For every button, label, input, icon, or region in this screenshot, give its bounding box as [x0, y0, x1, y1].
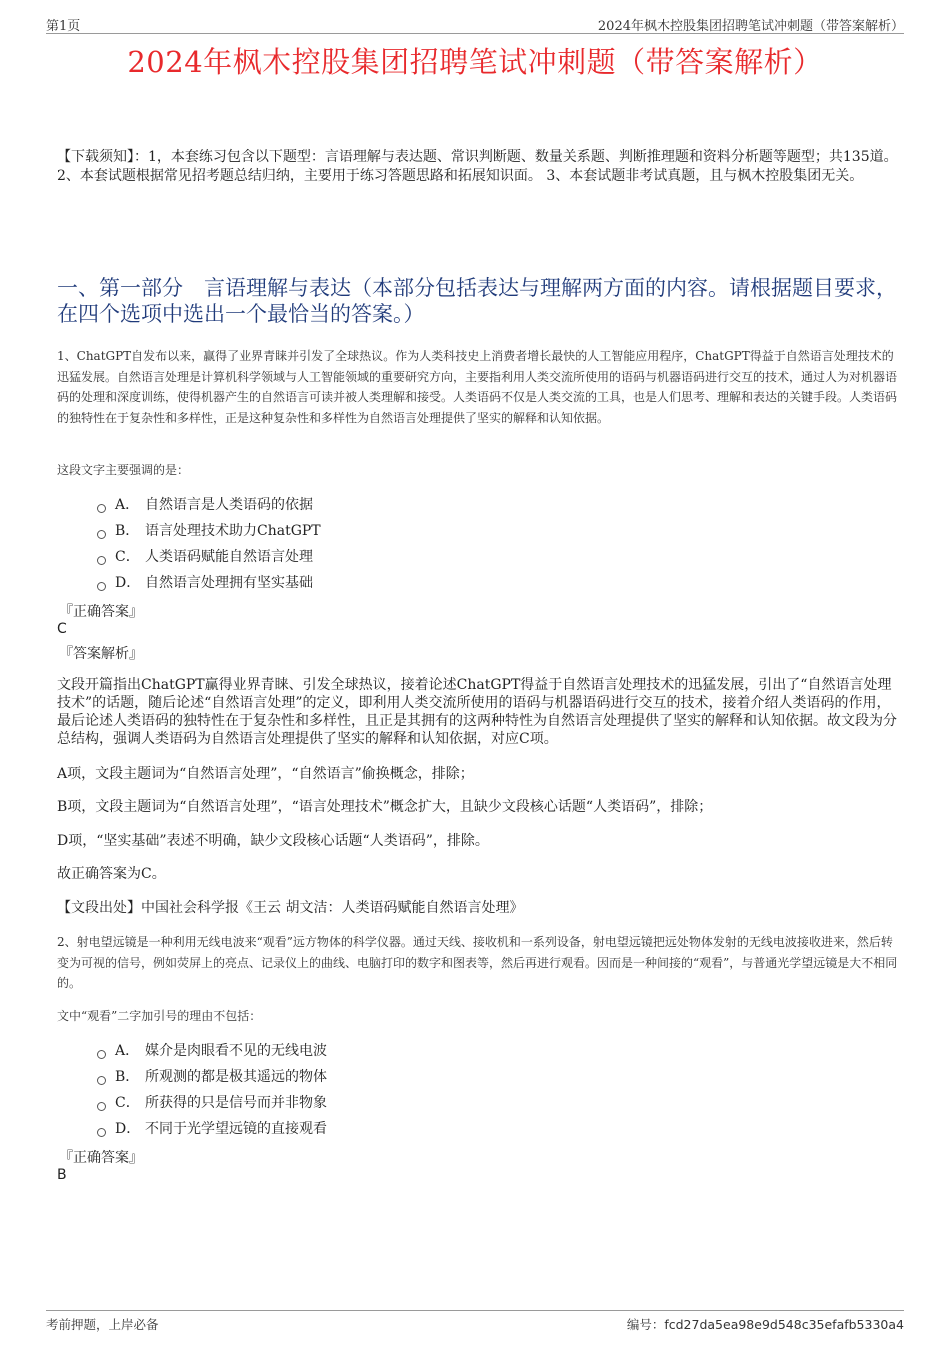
analysis-option-b: B项，文段主题词为“自然语言处理”，“语言处理技术”概念扩大，且缺少文段核心话题“人类语码”，排除；	[57, 799, 713, 815]
question-2-text: 2、射电望远镜是一种利用无线电波来“观看”远方物体的科学仪器。通过天线、接收机和一系列设备，射电望远镜把远处物体发射的无线电波接收进来，然后转变为可视的信号，例如荧屏上的亮点、记录仪上的曲线、电脑打印的数字和图表等，然后再进行观看。因而是一种间接的“观看”，与普通光学望远镜是大不相同的。	[57, 935, 898, 990]
answer-label: 『正确答案』	[59, 1150, 143, 1166]
answer-label: 『正确答案』	[59, 604, 143, 620]
option-a[interactable]: A． 自然语言是人类语码的依据	[97, 492, 321, 518]
radio-icon[interactable]	[97, 1128, 106, 1137]
option-d[interactable]: D． 不同于光学望远镜的直接观看	[97, 1116, 327, 1142]
question-1-stem: 这段文字主要强调的是：	[57, 463, 190, 477]
footer-code: 编号：fcd27da5ea98e9d548c35efafb5330a4	[626, 1317, 904, 1332]
header-doc-title: 2024年枫木控股集团招聘笔试冲刺题（带答案解析）	[597, 19, 904, 34]
radio-icon[interactable]	[97, 1102, 106, 1111]
radio-icon[interactable]	[97, 504, 106, 513]
document-title: 2024年枫木控股集团招聘笔试冲刺题（带答案解析）	[127, 45, 823, 79]
page-footer	[46, 1310, 904, 1332]
radio-icon[interactable]	[97, 1076, 106, 1085]
answer-value: B	[57, 1167, 67, 1183]
option-d[interactable]: D． 自然语言处理拥有坚实基础	[97, 570, 321, 596]
radio-icon[interactable]	[97, 582, 106, 591]
footer-slogan: 考前押题，上岸必备	[46, 1317, 159, 1332]
analysis-label: 『答案解析』	[59, 646, 143, 662]
answer-value: C	[57, 621, 67, 637]
option-c[interactable]: C． 所获得的只是信号而并非物象	[97, 1090, 327, 1116]
analysis-option-a: A项，文段主题词为“自然语言处理”，“自然语言”偷换概念，排除；	[57, 766, 474, 782]
radio-icon[interactable]	[97, 1050, 106, 1059]
option-b[interactable]: B． 所观测的都是极其遥远的物体	[97, 1064, 327, 1090]
question-1-options	[97, 492, 321, 596]
question-2-options	[97, 1038, 327, 1142]
download-notice: 【下载须知】：1，本套练习包含以下题型：言语理解与表达题、常识判断题、数量关系题、判断推理题和资料分析题等题型；共135道。 2、本套试题根据常见招考题总结归纳，主要用于练习答题思路和拓展知识面。 3、本套试题非考试真题，且与枫木控股集团无关。	[57, 149, 898, 184]
analysis-option-d: D项，“坚实基础”表述不明确，缺少文段核心话题“人类语码”，排除。	[57, 833, 489, 849]
option-b[interactable]: B． 语言处理技术助力ChatGPT	[97, 518, 321, 544]
analysis-source: 【文段出处】中国社会科学报《王云 胡文洁：人类语码赋能自然语言处理》	[57, 900, 524, 916]
option-a[interactable]: A． 媒介是肉眼看不见的无线电波	[97, 1038, 327, 1064]
radio-icon[interactable]	[97, 530, 106, 539]
question-2-stem: 文中“观看”二字加引号的理由不包括：	[57, 1009, 262, 1023]
radio-icon[interactable]	[97, 556, 106, 565]
analysis-paragraph: 文段开篇指出ChatGPT赢得业界青睐、引发全球热议，接着论述ChatGPT得益于自然语言处理技术的迅猛发展，引出了“自然语言处理技术”的话题，随后论述“自然语言处理”的定义，即利用人类交流所使用的语码与机器语码进行交互的技术，接着介绍人类语码的作用，最后论述人类语码的独特性在于复杂性和多样性，且正是其拥有的这两种特性为自然语言处理提供了坚实的解释和认知依据。故文段为分总结构，强调人类语码为自然语言处理提供了坚实的解释和认知依据，对应C项。	[57, 677, 897, 747]
option-c[interactable]: C． 人类语码赋能自然语言处理	[97, 544, 321, 570]
page-number: 第1页	[46, 19, 81, 34]
analysis-conclusion: 故正确答案为C。	[57, 866, 166, 882]
section-title: 一、第一部分 言语理解与表达（本部分包括表达与理解两方面的内容。请根据题目要求，在四个选项中选出一个最恰当的答案。）	[57, 276, 897, 326]
page-header	[46, 13, 904, 34]
question-1-text: 1、ChatGPT自发布以来，赢得了业界青睐并引发了全球热议。作为人类科技史上消费者增长最快的人工智能应用程序，ChatGPT得益于自然语言处理技术的迅猛发展。自然语言处理是计算机科学领域与人工智能领域的重要研究方向，主要指利用人类交流所使用的语码与机器语码进行交互的技术，通过人为对机器语码的处理和深度训练，使得机器产生的自然语言可读并被人类理解和接受。人类语码不仅是人类交流的工具，也是人们思考、理解和表达的关键手段。人类语码的独特性在于复杂性和多样性，正是这种复杂性和多样性为自然语言处理提供了坚实的解释和认知依据。	[57, 349, 898, 425]
